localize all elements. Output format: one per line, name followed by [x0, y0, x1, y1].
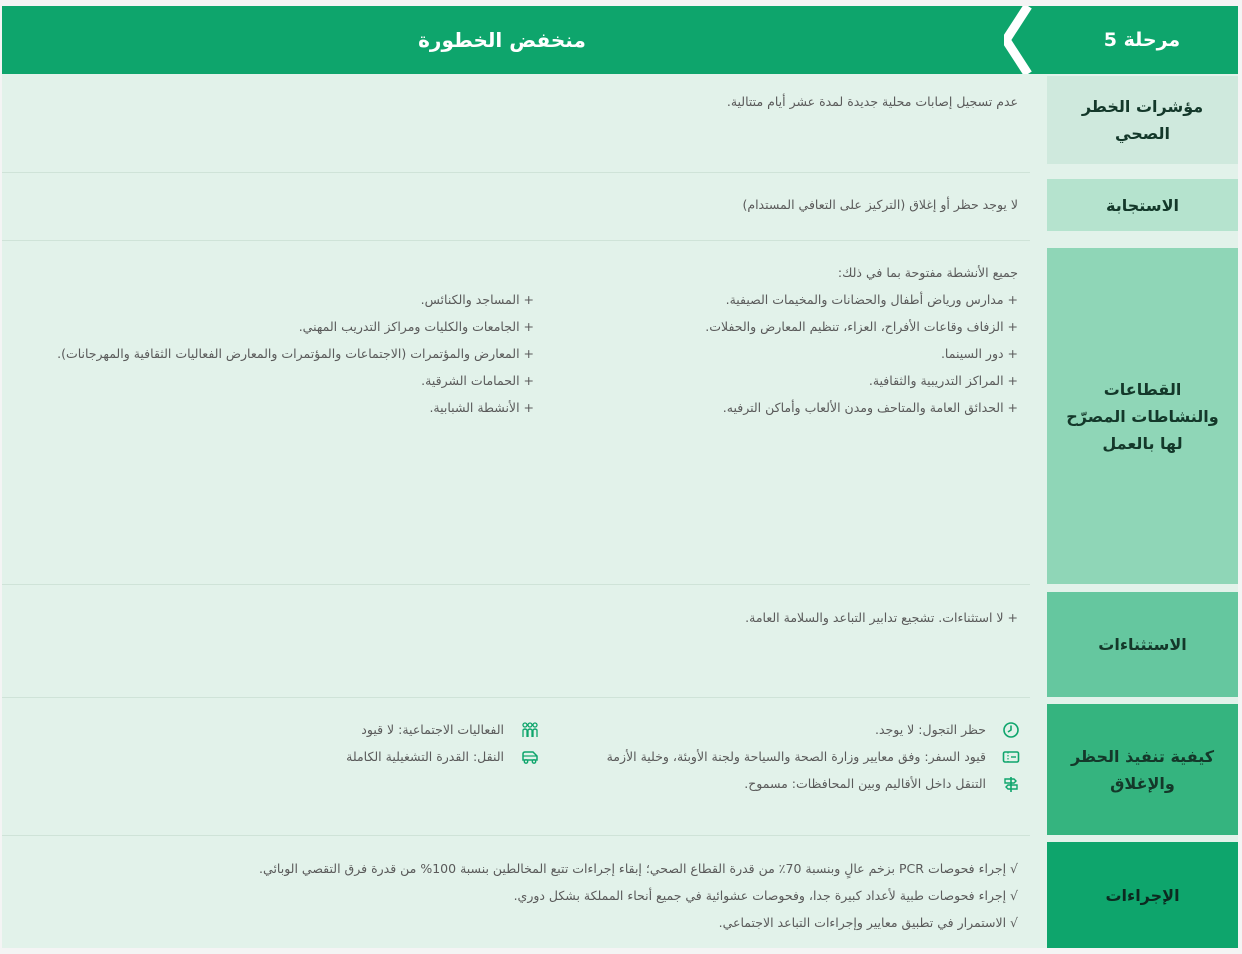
- sector-item: + المعارض والمؤتمرات (الاجتماعات والمؤتمرات والمعارض الفعاليات الثقافية والمهرجانات).: [57, 346, 534, 361]
- risk-level-title: منخفض الخطورة: [418, 28, 586, 52]
- travel-restrictions-text: قيود السفر: وفق معايير وزارة الصحة والسياحة ولجنة الأوبئة، وخلية الأزمة: [606, 749, 986, 764]
- row-health-indicators: [2, 74, 1238, 172]
- sector-item: + دور السينما.: [940, 346, 1018, 361]
- stage-label: مرحلة 5: [1103, 29, 1181, 51]
- stage-badge: [1002, 6, 1238, 74]
- clock-icon: [1002, 721, 1020, 739]
- social-events-text: الفعاليات الاجتماعية: لا قيود: [361, 722, 504, 737]
- phase-header: [2, 6, 1238, 74]
- row-response: [2, 173, 1238, 241]
- procedure-item: √ إجراء فحوصات طبية لأعداد كبيرة جدا، وفحوصات عشوائية في جميع أنحاء المملكة بشكل دوري.: [513, 888, 1018, 903]
- sector-item: + المراكز التدريبية والثقافية.: [868, 373, 1018, 388]
- sector-item: + الجامعات والكليات ومراكز التدريب المهني.: [298, 319, 534, 334]
- row-enforcement: [2, 698, 1238, 836]
- procedure-item: √ إجراء فحوصات PCR بزخم عالٍ وبنسبة 70٪ من قدرة القطاع الصحي؛ إبقاء إجراءات تتبع المخالطين بنسبة 100% من قدرة فرق التقصي الوبائي.: [259, 861, 1018, 876]
- ticket-icon: [1002, 748, 1020, 766]
- people-icon: [521, 721, 539, 739]
- exceptions-text: + لا استثناءات. تشجيع تدابير التباعد والسلامة العامة.: [745, 610, 1018, 625]
- row-sectors: [2, 241, 1238, 585]
- sector-item: + الحمامات الشرقية.: [421, 373, 534, 388]
- signpost-icon: [1002, 775, 1020, 793]
- bus-icon: [521, 748, 539, 766]
- label-response: الاستجابة: [1047, 179, 1238, 231]
- sector-item: + المساجد والكنائس.: [420, 292, 534, 307]
- sector-item: + الأنشطة الشبابية.: [429, 400, 534, 415]
- label-enforcement: كيفية تنفيذ الحظر والإغلاق: [1047, 704, 1238, 835]
- sector-item: + مدارس ورياض أطفال والحضانات والمخيمات الصيفية.: [725, 292, 1018, 307]
- row-exceptions: [2, 585, 1238, 697]
- response-text: لا يوجد حظر أو إغلاق (التركيز على التعافي المستدام): [742, 197, 1018, 212]
- label-health-indicators: مؤشرات الخطر الصحي: [1047, 76, 1238, 164]
- curfew-text: حظر التجول: لا يوجد.: [875, 722, 986, 737]
- label-procedures: الإجراءات: [1047, 842, 1238, 948]
- movement-text: التنقل داخل الأقاليم وبين المحافظات: مسموح.: [744, 776, 986, 791]
- chevron-divider-icon: [1004, 6, 1050, 74]
- health-indicators-text: عدم تسجيل إصابات محلية جديدة لمدة عشر أيام متتالية.: [726, 94, 1018, 109]
- label-exceptions: الاستثناءات: [1047, 592, 1238, 697]
- phase-details-table: [2, 74, 1238, 948]
- procedure-item: √ الاستمرار في تطبيق معايير وإجراءات التباعد الاجتماعي.: [718, 915, 1018, 930]
- sector-item: + الحدائق العامة والمتاحف ومدن الألعاب وأماكن الترفيه.: [722, 400, 1018, 415]
- transport-text: النقل: القدرة التشغيلية الكاملة: [346, 749, 504, 764]
- row-procedures: [2, 836, 1238, 948]
- sector-item: + الزفاف وقاعات الأفراح، العزاء، تنظيم المعارض والحفلات.: [705, 319, 1018, 334]
- page-bottom-margin: [0, 948, 1242, 954]
- sectors-intro: جميع الأنشطة مفتوحة بما في ذلك:: [837, 265, 1018, 280]
- label-sectors: القطاعات والنشاطات المصرّح لها بالعمل: [1047, 248, 1238, 584]
